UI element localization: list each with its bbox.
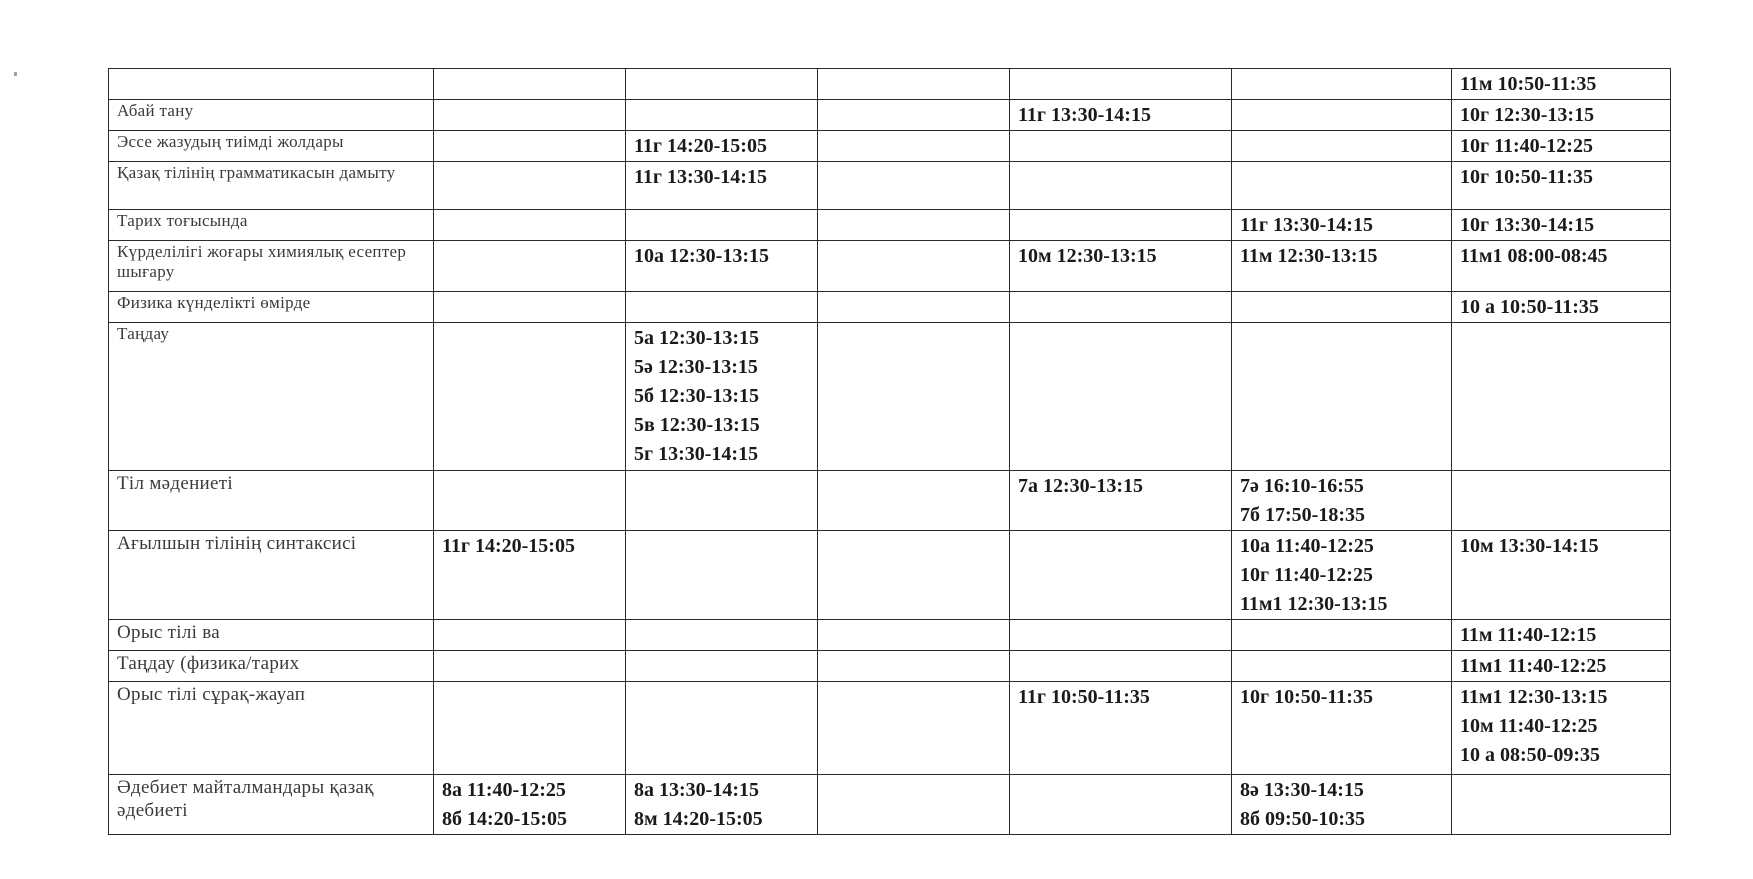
slot-cell-d1 [434,210,626,241]
class-time-entry: 10г 13:30-14:15 [1460,214,1595,236]
slot-cell-d2 [626,131,818,162]
class-time-entry: 5б 12:30-13:15 [634,385,759,407]
slot-cell-d3 [818,241,1010,292]
class-time-entry: 8м 14:20-15:05 [634,808,763,830]
slot-cell-d3 [818,651,1010,682]
slot-cell-d5 [1232,620,1452,651]
slot-cell-d6 [1452,651,1671,682]
class-time-entry: 5а 12:30-13:15 [634,327,759,349]
slot-cell-d4 [1010,131,1232,162]
class-time-entry: 10а 12:30-13:15 [634,245,769,267]
slot-cell-d1 [434,531,626,620]
slot-cell-d2 [626,775,818,835]
slot-cell-d4 [1010,162,1232,210]
class-time-entry: 11г 14:20-15:05 [634,135,767,157]
class-time-entry: 5ә 12:30-13:15 [634,356,758,378]
slot-cell-d3 [818,210,1010,241]
class-time-entry: 8а 13:30-14:15 [634,779,759,801]
slot-cell-d6 [1452,241,1671,292]
slot-cell-d6 [1452,471,1671,531]
class-time-entry: 10г 10:50-11:35 [1460,166,1593,188]
table-row [109,531,1671,620]
slot-cell-d1 [434,775,626,835]
table-row [109,471,1671,531]
slot-cell-d6 [1452,69,1671,100]
table-row [109,651,1671,682]
slot-cell-d5 [1232,531,1452,620]
slot-cell-d6 [1452,162,1671,210]
schedule-body [109,69,1671,835]
slot-cell-d2 [626,292,818,323]
slot-cell-d6 [1452,682,1671,775]
slot-cell-d4 [1010,292,1232,323]
slot-cell-d2 [626,210,818,241]
slot-cell-d3 [818,100,1010,131]
slot-cell-d3 [818,620,1010,651]
class-time-entry: 10 а 10:50-11:35 [1460,296,1599,318]
slot-cell-d1 [434,323,626,471]
class-time-entry: 11м1 12:30-13:15 [1460,686,1608,708]
slot-cell-d6 [1452,775,1671,835]
class-time-entry: 7б 17:50-18:35 [1240,504,1365,526]
slot-cell-d6 [1452,620,1671,651]
slot-cell-d5 [1232,323,1452,471]
class-time-entry: 7ә 16:10-16:55 [1240,475,1364,497]
class-time-entry: 10г 10:50-11:35 [1240,686,1373,708]
slot-cell-d5 [1232,471,1452,531]
class-time-entry: 11м 12:30-13:15 [1240,245,1378,267]
slot-cell-d6 [1452,323,1671,471]
slot-cell-d4 [1010,241,1232,292]
class-time-entry: 10г 11:40-12:25 [1240,564,1373,586]
slot-cell-d5 [1232,131,1452,162]
class-time-entry: 10м 11:40-12:25 [1460,715,1598,737]
table-row [109,620,1671,651]
slot-cell-d1 [434,131,626,162]
slot-cell-d2 [626,241,818,292]
slot-cell-d1 [434,241,626,292]
slot-cell-d5 [1232,292,1452,323]
slot-cell-d1 [434,100,626,131]
class-time-entry: 11м1 12:30-13:15 [1240,593,1388,615]
subject-cell: Ағылшын тілінің синтаксисі [109,531,434,620]
table-row [109,162,1671,210]
subject-cell: Қазақ тілінің грамматикасын дамыту [109,162,434,210]
class-time-entry: 11г 14:20-15:05 [442,535,575,557]
slot-cell-d4 [1010,651,1232,682]
class-time-entry: 10 а 08:50-09:35 [1460,744,1600,766]
class-time-entry: 8б 14:20-15:05 [442,808,567,830]
slot-cell-d3 [818,292,1010,323]
slot-cell-d4 [1010,69,1232,100]
subject-cell: Физика күнделікті өмірде [109,292,434,323]
elective-schedule-table [108,68,1671,835]
class-time-entry: 11г 13:30-14:15 [1240,214,1373,236]
slot-cell-d3 [818,69,1010,100]
slot-cell-d1 [434,69,626,100]
slot-cell-d6 [1452,531,1671,620]
slot-cell-d4 [1010,682,1232,775]
slot-cell-d6 [1452,100,1671,131]
class-time-entry: 11г 10:50-11:35 [1018,686,1150,708]
slot-cell-d5 [1232,241,1452,292]
slot-cell-d2 [626,682,818,775]
subject-cell: Абай тану [109,100,434,131]
class-time-entry: 10г 11:40-12:25 [1460,135,1593,157]
slot-cell-d5 [1232,69,1452,100]
slot-cell-d5 [1232,100,1452,131]
table-row [109,775,1671,835]
slot-cell-d5 [1232,162,1452,210]
subject-cell: Эссе жазудың тиімді жолдары [109,131,434,162]
table-row [109,100,1671,131]
subject-cell [109,69,434,100]
slot-cell-d2 [626,69,818,100]
slot-cell-d3 [818,471,1010,531]
slot-cell-d6 [1452,210,1671,241]
slot-cell-d4 [1010,531,1232,620]
class-time-entry: 5в 12:30-13:15 [634,414,760,436]
slot-cell-d4 [1010,471,1232,531]
subject-cell: Күрделілігі жоғары химиялық есептер шығару [109,241,434,292]
class-time-entry: 7а 12:30-13:15 [1018,475,1143,497]
class-time-entry: 11м1 08:00-08:45 [1460,245,1608,267]
slot-cell-d1 [434,471,626,531]
class-time-entry: 10м 12:30-13:15 [1018,245,1157,267]
slot-cell-d5 [1232,775,1452,835]
table-row [109,682,1671,775]
slot-cell-d2 [626,162,818,210]
slot-cell-d6 [1452,292,1671,323]
slot-cell-d2 [626,100,818,131]
subject-cell: Тарих тоғысында [109,210,434,241]
slot-cell-d5 [1232,682,1452,775]
subject-cell: Орыс тілі ва [109,620,434,651]
class-time-entry: 10м 13:30-14:15 [1460,535,1599,557]
slot-cell-d4 [1010,100,1232,131]
class-time-entry: 11м1 11:40-12:25 [1460,655,1607,677]
slot-cell-d5 [1232,651,1452,682]
slot-cell-d2 [626,471,818,531]
subject-cell: Әдебиет майталмандары қазақ әдебиеті [109,775,434,835]
class-time-entry: 11м 11:40-12:15 [1460,624,1597,646]
subject-cell: Таңдау [109,323,434,471]
class-time-entry: 11г 13:30-14:15 [1018,104,1151,126]
slot-cell-d6 [1452,131,1671,162]
slot-cell-d2 [626,651,818,682]
scan-speck [14,72,17,76]
slot-cell-d4 [1010,620,1232,651]
table-row [109,69,1671,100]
table-row [109,292,1671,323]
slot-cell-d5 [1232,210,1452,241]
slot-cell-d3 [818,323,1010,471]
table-row [109,323,1671,471]
slot-cell-d2 [626,620,818,651]
slot-cell-d1 [434,682,626,775]
slot-cell-d4 [1010,775,1232,835]
slot-cell-d3 [818,775,1010,835]
table-row [109,210,1671,241]
slot-cell-d3 [818,682,1010,775]
slot-cell-d1 [434,162,626,210]
slot-cell-d2 [626,323,818,471]
class-time-entry: 10г 12:30-13:15 [1460,104,1595,126]
class-time-entry: 10а 11:40-12:25 [1240,535,1374,557]
subject-cell: Тіл мәдениеті [109,471,434,531]
table-row [109,131,1671,162]
slot-cell-d3 [818,131,1010,162]
slot-cell-d1 [434,620,626,651]
class-time-entry: 8а 11:40-12:25 [442,779,566,801]
slot-cell-d1 [434,292,626,323]
class-time-entry: 8б 09:50-10:35 [1240,808,1365,830]
slot-cell-d3 [818,531,1010,620]
class-time-entry: 8ә 13:30-14:15 [1240,779,1364,801]
slot-cell-d2 [626,531,818,620]
subject-cell: Таңдау (физика/тарих [109,651,434,682]
class-time-entry: 11м 10:50-11:35 [1460,73,1597,95]
slot-cell-d4 [1010,210,1232,241]
class-time-entry: 5г 13:30-14:15 [634,443,759,465]
slot-cell-d1 [434,651,626,682]
class-time-entry: 11г 13:30-14:15 [634,166,767,188]
slot-cell-d3 [818,162,1010,210]
table-row [109,241,1671,292]
slot-cell-d4 [1010,323,1232,471]
subject-cell: Орыс тілі сұрақ-жауап [109,682,434,775]
